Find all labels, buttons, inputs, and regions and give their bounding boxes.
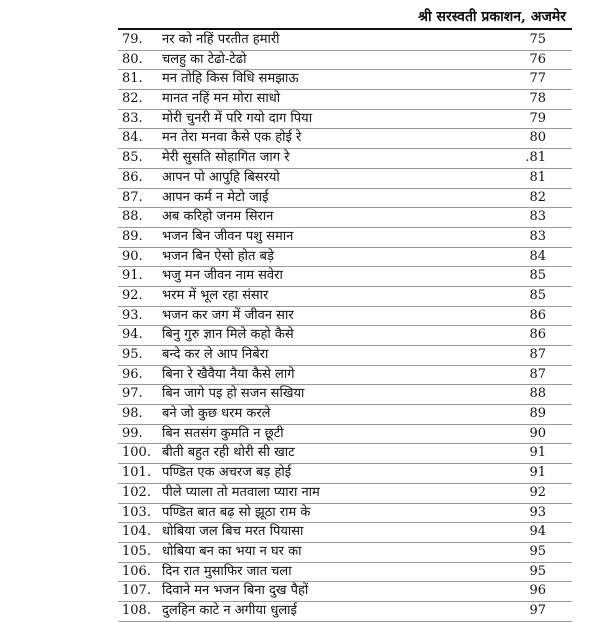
publisher-name: श्री सरस्वती प्रकाशन, अजमेर bbox=[418, 9, 566, 25]
toc-row bbox=[118, 267, 572, 287]
toc-entry-page-number: 76 bbox=[529, 51, 546, 67]
toc-entry-number: 84. bbox=[122, 130, 143, 146]
toc-entry-page-number: 78 bbox=[529, 91, 546, 107]
toc-row bbox=[118, 602, 572, 622]
toc-row bbox=[118, 287, 572, 307]
toc-row bbox=[118, 543, 572, 563]
toc-row bbox=[118, 582, 572, 602]
toc-entry-number: 87. bbox=[122, 189, 143, 205]
table-of-contents bbox=[118, 31, 572, 622]
toc-row bbox=[118, 31, 572, 51]
toc-entry-page-number: 87 bbox=[529, 366, 546, 382]
toc-entry-title: चलहु का टेढो-टेढो bbox=[162, 51, 247, 67]
toc-entry-page-number: 82 bbox=[529, 189, 546, 205]
toc-row bbox=[118, 51, 572, 71]
toc-entry-title: बिनु गुरु ज्ञान मिले कहो कैसे bbox=[162, 327, 294, 343]
toc-entry-title: बन्दे कर ले आप निबेरा bbox=[162, 347, 269, 362]
toc-entry-page-number: 97 bbox=[529, 602, 546, 618]
toc-entry-number: 105. bbox=[122, 543, 151, 559]
toc-entry-page-number: 94 bbox=[529, 524, 546, 540]
toc-entry-title: धोबिया बन का भया न घर का bbox=[162, 543, 302, 559]
toc-entry-number: 89. bbox=[122, 228, 143, 244]
toc-entry-page-number: 90 bbox=[529, 425, 546, 441]
toc-entry-number: 100. bbox=[122, 445, 151, 461]
toc-entry-number: 85. bbox=[122, 150, 143, 166]
toc-entry-page-number: 83 bbox=[529, 209, 546, 225]
toc-entry-title: भजन कर जग में जीवन सार bbox=[162, 307, 294, 323]
toc-entry-number: 108. bbox=[122, 602, 151, 618]
toc-entry-title: आपन कर्म न मेटो जाई bbox=[162, 189, 269, 205]
toc-entry-number: 79. bbox=[122, 32, 143, 47]
toc-entry-page-number: 93 bbox=[529, 504, 546, 520]
toc-entry-title: मोरी चुनरी में परि गयो दाग पिया bbox=[162, 110, 313, 126]
toc-entry-page-number: 91 bbox=[529, 445, 546, 461]
toc-entry-title: बीती बहुत रही थोरी सी खाट bbox=[162, 445, 295, 461]
toc-entry-number: 106. bbox=[122, 563, 151, 579]
toc-row bbox=[118, 405, 572, 425]
toc-row bbox=[118, 110, 572, 130]
toc-row bbox=[118, 523, 572, 543]
toc-entry-page-number: 87 bbox=[529, 347, 546, 362]
toc-entry-number: 98. bbox=[122, 406, 143, 422]
toc-entry-title: पीले प्याला तो मतवाला प्यारा नाम bbox=[162, 484, 320, 500]
toc-row bbox=[118, 444, 572, 464]
toc-row bbox=[118, 504, 572, 524]
toc-entry-title: दुलहिन काटे न अगीया धुलाई bbox=[162, 602, 297, 618]
toc-entry-title: बिन जागे पइ हो सजन सखिया bbox=[162, 386, 305, 402]
toc-row bbox=[118, 189, 572, 209]
toc-row bbox=[118, 326, 572, 346]
toc-entry-page-number: 80 bbox=[529, 130, 546, 146]
toc-entry-title: बने जो कुछ धरम करले bbox=[162, 406, 271, 422]
toc-entry-number: 102. bbox=[122, 484, 151, 500]
toc-entry-page-number: 86 bbox=[529, 307, 546, 323]
toc-entry-title: भजु मन जीवन नाम सवेरा bbox=[162, 268, 283, 284]
toc-entry-page-number: 88 bbox=[529, 386, 546, 402]
page-header bbox=[118, 4, 572, 30]
toc-entry-number: 82. bbox=[122, 91, 143, 107]
toc-row bbox=[118, 425, 572, 445]
toc-entry-title: अब करिहो जनम सिरान bbox=[162, 209, 274, 225]
toc-entry-title: आपन पो आपुहि बिसरयो bbox=[162, 169, 280, 185]
toc-entry-number: 107. bbox=[122, 583, 151, 599]
toc-entry-number: 88. bbox=[122, 209, 143, 225]
toc-entry-number: 93. bbox=[122, 307, 143, 323]
toc-entry-title: बिना रे खैवैया नैया कैसे लागे bbox=[162, 366, 295, 382]
toc-row bbox=[118, 228, 572, 248]
toc-entry-number: 83. bbox=[122, 110, 143, 126]
toc-row bbox=[118, 90, 572, 110]
toc-entry-page-number: 95 bbox=[529, 543, 546, 559]
toc-row bbox=[118, 563, 572, 583]
toc-entry-title: भजन बिन ऐसो होत बड़े bbox=[162, 248, 274, 264]
toc-entry-number: 95. bbox=[122, 347, 143, 362]
toc-entry-page-number: 83 bbox=[529, 228, 546, 244]
toc-entry-page-number: 95 bbox=[529, 563, 546, 579]
toc-row bbox=[118, 484, 572, 504]
toc-entry-number: 92. bbox=[122, 287, 143, 303]
toc-entry-title: भरम में भूल रहा संसार bbox=[162, 287, 269, 303]
toc-entry-page-number: 86 bbox=[529, 327, 546, 343]
toc-entry-page-number: 75 bbox=[529, 32, 546, 47]
toc-entry-number: 91. bbox=[122, 268, 143, 284]
toc-entry-title: नर को नहिं परतीत हमारी bbox=[162, 32, 280, 47]
toc-entry-number: 81. bbox=[122, 71, 143, 87]
toc-entry-number: 97. bbox=[122, 386, 143, 402]
toc-entry-page-number: 77 bbox=[529, 71, 546, 87]
toc-row bbox=[118, 248, 572, 268]
toc-entry-title: मानत नहिं मन मोरा साधो bbox=[162, 91, 281, 107]
toc-entry-page-number: .81 bbox=[525, 150, 546, 166]
toc-row bbox=[118, 346, 572, 366]
toc-entry-page-number: 85 bbox=[529, 287, 546, 303]
toc-entry-number: 96. bbox=[122, 366, 143, 382]
toc-entry-page-number: 81 bbox=[529, 169, 546, 185]
toc-entry-title: भजन बिन जीवन पशु समान bbox=[162, 228, 294, 244]
toc-entry-number: 90. bbox=[122, 248, 143, 264]
toc-entry-page-number: 91 bbox=[529, 465, 546, 481]
toc-row bbox=[118, 149, 572, 169]
toc-row bbox=[118, 464, 572, 484]
toc-entry-number: 94. bbox=[122, 327, 143, 343]
toc-entry-number: 101. bbox=[122, 465, 151, 481]
toc-entry-title: दिन रात मुसाफिर जात चला bbox=[162, 563, 292, 579]
toc-entry-title: धोबिया जल बिच मरत पियासा bbox=[162, 524, 304, 540]
toc-entry-page-number: 84 bbox=[529, 248, 546, 264]
toc-entry-page-number: 96 bbox=[529, 583, 546, 599]
toc-entry-number: 104. bbox=[122, 524, 151, 540]
toc-entry-page-number: 92 bbox=[529, 484, 546, 500]
toc-entry-page-number: 89 bbox=[529, 406, 546, 422]
toc-row bbox=[118, 129, 572, 149]
toc-entry-title: पण्डित एक अचरज बड़ होई bbox=[162, 465, 292, 481]
toc-row bbox=[118, 169, 572, 189]
toc-entry-title: बिन सतसंग कुमति न छूटी bbox=[162, 425, 284, 441]
toc-entry-title: मेरी सुसति सोहागित जाग रे bbox=[162, 150, 290, 166]
toc-row bbox=[118, 385, 572, 405]
toc-entry-page-number: 85 bbox=[529, 268, 546, 284]
toc-entry-page-number: 79 bbox=[529, 110, 546, 126]
toc-entry-title: मन तेरा मनवा कैसे एक होई रे bbox=[162, 130, 302, 146]
toc-entry-title: मन तोहि किस विधि समझाऊ bbox=[162, 71, 299, 87]
toc-entry-title: पण्डित बात बढ़ सो झूठा राम के bbox=[162, 504, 311, 520]
toc-entry-number: 103. bbox=[122, 504, 151, 520]
toc-row bbox=[118, 307, 572, 327]
toc-row bbox=[118, 70, 572, 90]
toc-entry-title: दिवाने मन भजन बिना दुख पैहों bbox=[162, 583, 309, 599]
toc-entry-number: 99. bbox=[122, 425, 143, 441]
toc-entry-number: 80. bbox=[122, 51, 143, 67]
toc-row bbox=[118, 366, 572, 386]
toc-entry-number: 86. bbox=[122, 169, 143, 185]
toc-row bbox=[118, 208, 572, 228]
